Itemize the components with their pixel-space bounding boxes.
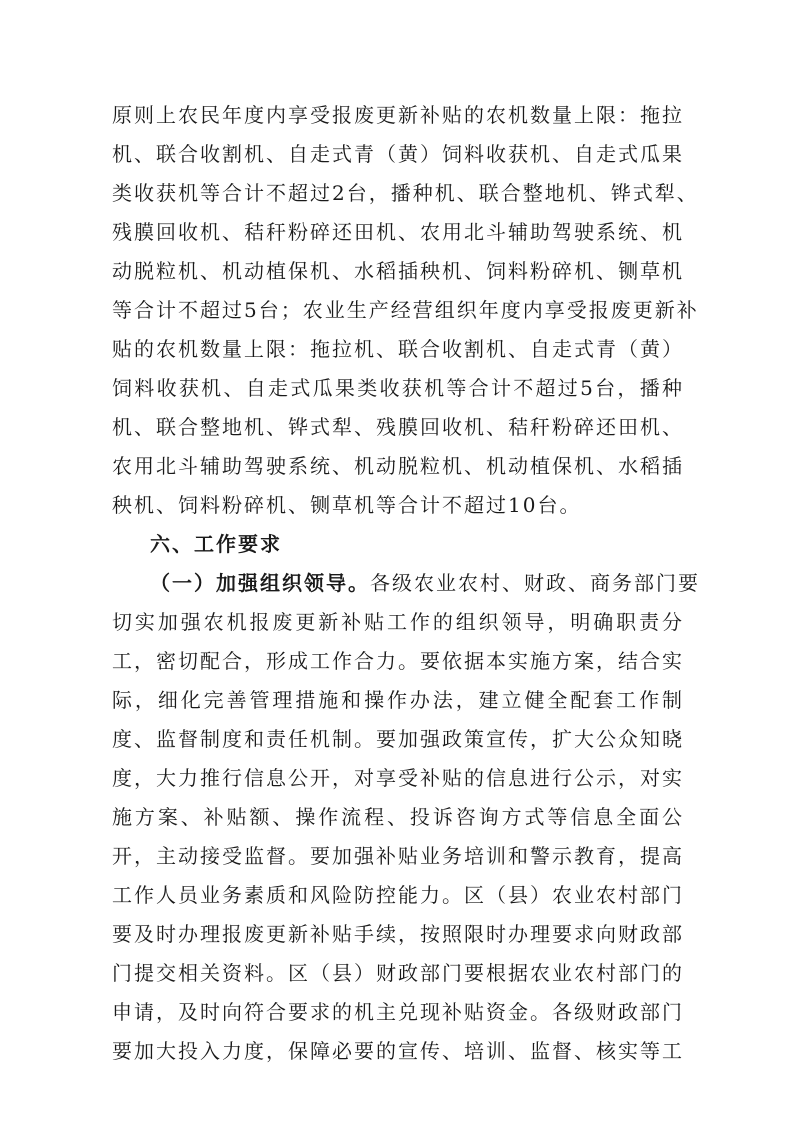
text-line: 门提交相关资料。区（县）财政部门要根据农业农村部门的 [112,961,684,985]
text-line: 要加大投入力度，保障必要的宣传、培训、监督、核实等工 [112,1039,684,1063]
text-line: 机、联合整地机、铧式犁、残膜回收机、秸秆粉碎还田机、 [112,415,684,439]
text-line: 申请，及时向符合要求的机主兑现补贴资金。各级财政部门 [112,1000,684,1024]
text-line: 际，细化完善管理措施和操作办法，建立健全配套工作制 [112,688,684,712]
text-line: 秧机、饲料粉碎机、铡草机等合计不超过10台。 [112,493,582,517]
text-line: 开，主动接受监督。要加强补贴业务培训和警示教育，提高 [112,844,684,868]
text-line: 动脱粒机、机动植保机、水稻插秧机、饲料粉碎机、铡草机 [112,259,684,283]
text-line: 要及时办理报废更新补贴手续，按照限时办理要求向财政部 [112,922,684,946]
subsection-first-line-text: 各级农业农村、财政、商务部门要 [370,571,700,595]
text-line: 残膜回收机、秸秆粉碎还田机、农用北斗辅助驾驶系统、机 [112,220,684,244]
text-line: 工，密切配合，形成工作合力。要依据本实施方案，结合实 [112,649,684,673]
text-line: 施方案、补贴额、操作流程、投诉咨询方式等信息全面公 [112,805,684,829]
text-line: 度，大力推行信息公开，对享受补贴的信息进行公示，对实 [112,766,684,790]
text-line: 等合计不超过5台；农业生产经营组织年度内享受报废更新补 [112,298,699,322]
subsection-title: （一）加强组织领导。 [150,571,370,595]
text-line: 度、监督制度和责任机制。要加强政策宣传，扩大公众知晓 [112,727,684,751]
text-line: 工作人员业务素质和风险防控能力。区（县）农业农村部门 [112,883,684,907]
text-line: 原则上农民年度内享受报废更新补贴的农机数量上限：拖拉 [112,103,684,127]
section-heading: 六、工作要求 [150,532,282,556]
text-line: 贴的农机数量上限：拖拉机、联合收割机、自走式青（黄） [112,337,684,361]
text-line: 类收获机等合计不超过2台，播种机、联合整地机、铧式犁、 [112,181,699,205]
text-line: 农用北斗辅助驾驶系统、机动脱粒机、机动植保机、水稻插 [112,454,684,478]
text-line: 饲料收获机、自走式瓜果类收获机等合计不超过5台，播种 [112,376,684,400]
subsection-first-line [150,569,700,597]
text-line: 机、联合收割机、自走式青（黄）饲料收获机、自走式瓜果 [112,142,684,166]
text-line: 切实加强农机报废更新补贴工作的组织领导，明确职责分 [112,610,684,634]
